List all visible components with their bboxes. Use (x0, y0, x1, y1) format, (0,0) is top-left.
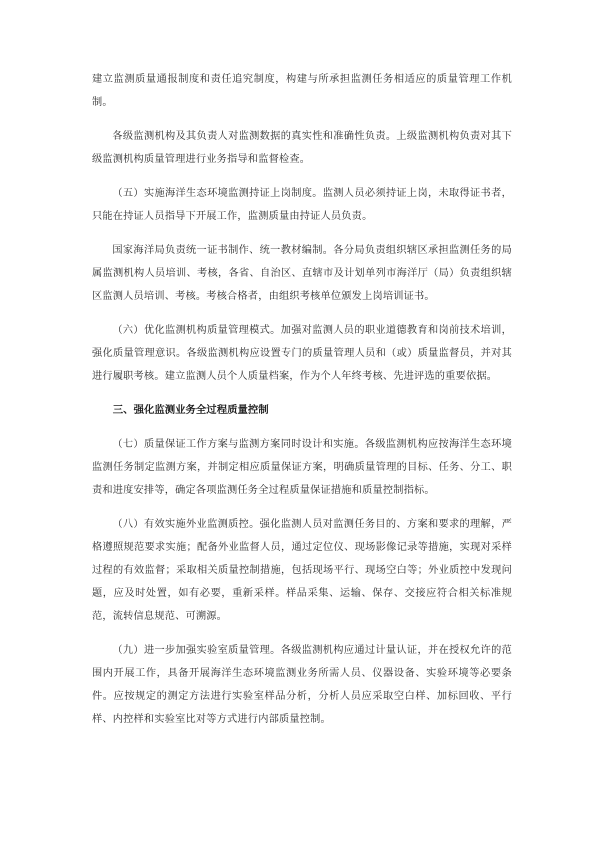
paragraph-gap (92, 628, 512, 639)
paragraph-gap (92, 388, 512, 399)
paragraph-gap (92, 422, 512, 433)
paragraph-item-7-qa-plan: （七）质量保证工作方案与监测方案同时设计和实施。各级监测机构应按海洋生态环境监测任务制定监测方案，并制定相应质量保证方案，明确质量管理的目标、任务、分工、职责和进度安排等，确定各项监测任务全过程质量保证措施和质量控制指标。 (92, 439, 512, 496)
paragraph-quality-reporting: 建立监测质量通报制度和责任追究制度，构建与所承担监测任务相适应的质量管理工作机制。 (92, 74, 512, 108)
paragraph-institution-responsibility: 各级监测机构及其负责人对监测数据的真实性和准确性负责。上级监测机构负责对其下级监测机构质量管理进行业务指导和监督检查。 (92, 131, 512, 165)
paragraph-gap (92, 502, 512, 513)
paragraph-item-6-management-mode: （六）优化监测机构质量管理模式。加强对监测人员的职业道德教育和岗前技术培训，强化质量管理意识。各级监测机构应设置专门的质量管理人员和（或）质量监督员，并对其进行履职考核。建立监测人员个人质量档案，作为个人年终考核、先进评选的重要依据。 (92, 325, 512, 382)
paragraph-gap (92, 114, 512, 125)
section-heading-3: 三、强化监测业务全过程质量控制 (112, 404, 269, 416)
paragraph-item-8-field-qc: （八）有效实施外业监测质控。强化监测人员对监测任务目的、方案和要求的理解，严格遵照规范要求实施；配备外业监督人员，通过定位仪、现场影像记录等措施，实现对采样过程的有效监督；采取相关质量控制措施，包括现场平行、现场空白等；外业质控中发现问题，应及时处置，如有必要，重新采样。样品采集、运输、保存、交接应符合相关标准规范，流转信息规范、可溯源。 (92, 519, 512, 622)
paragraph-gap (92, 308, 512, 319)
document-body (92, 68, 512, 731)
paragraph-gap (92, 228, 512, 239)
paragraph-training-organization: 国家海洋局负责统一证书制作、统一教材编制。各分局负责组织辖区承担监测任务的局属监测机构人员培训、考核，各省、自治区、直辖市及计划单列市海洋厅（局）负责组织辖区监测人员培训、考核。考核合格者，由组织考核单位颁发上岗培训证书。 (92, 245, 512, 302)
paragraph-gap (92, 171, 512, 182)
paragraph-item-9-lab-quality: （九）进一步加强实验室质量管理。各级监测机构应通过计量认证，并在授权允许的范围内开展工作，具备开展海洋生态环境监测业务所需人员、仪器设备、实验环境等必要条件。应按规定的测定方法进行实验室样品分析，分析人员应采取空白样、加标回收、平行样、内控样和实验室比对等方式进行内部质量控制。 (92, 645, 512, 725)
paragraph-item-5-certification: （五）实施海洋生态环境监测持证上岗制度。监测人员必须持证上岗，未取得证书者，只能在持证人员指导下开展工作，监测质量由持证人员负责。 (92, 188, 512, 222)
